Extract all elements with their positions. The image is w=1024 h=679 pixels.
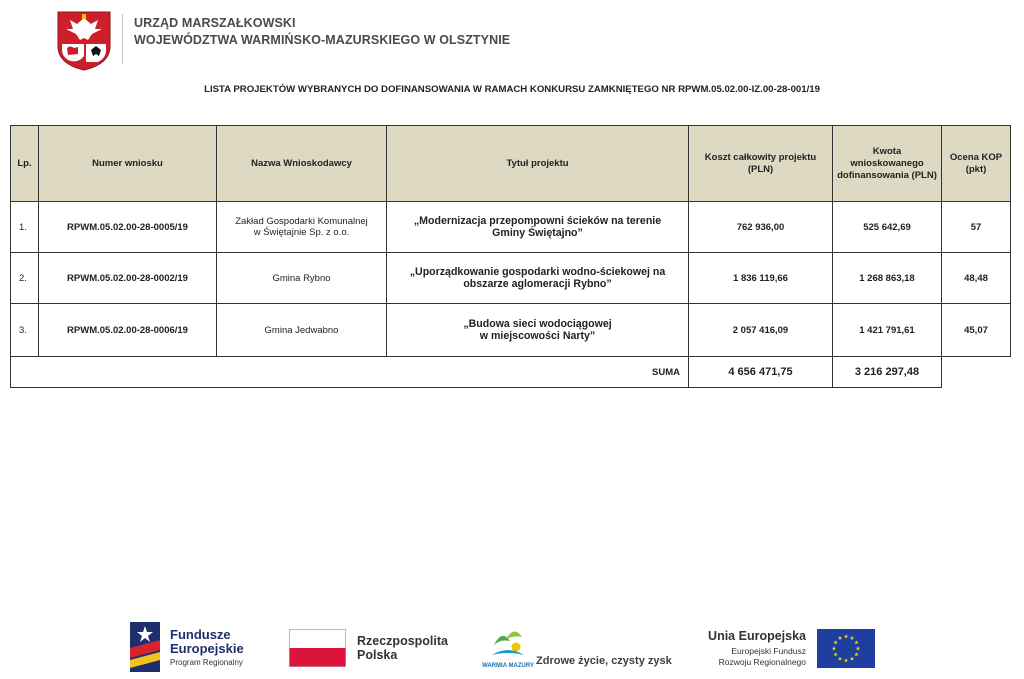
warmia-mazury-logo-icon bbox=[482, 625, 534, 673]
fe-logo-text-1: Fundusze bbox=[170, 627, 231, 642]
title-line-2: obszarze aglomeracji Rybno” bbox=[463, 278, 612, 290]
wm-slogan: Zdrowe życie, czysty zysk bbox=[536, 655, 672, 667]
eu-flag-icon bbox=[817, 629, 875, 668]
column-header-total-cost: Koszt całkowity projektu (PLN) bbox=[689, 126, 833, 202]
funding-logos-footer bbox=[0, 615, 1024, 675]
summary-requested: 3 216 297,48 bbox=[833, 357, 942, 388]
projects-table bbox=[10, 125, 1011, 388]
summary-empty-cell bbox=[942, 357, 1011, 388]
cell-total-cost: 1 836 119,66 bbox=[689, 253, 833, 304]
table-row bbox=[11, 304, 1011, 357]
title-line-1: „Budowa sieci wodociągowej bbox=[463, 318, 612, 330]
cell-title bbox=[387, 304, 689, 357]
ue-logo-text-2: Europejski Fundusz bbox=[731, 646, 806, 656]
cell-applicant bbox=[217, 202, 387, 253]
applicant-line-1: Zakład Gospodarki Komunalnej bbox=[235, 216, 368, 227]
title-line-2: w miejscowości Narty” bbox=[479, 330, 596, 342]
title-line-1: „Modernizacja przepompowni ścieków na terenie bbox=[413, 215, 662, 227]
cell-total-cost: 2 057 416,09 bbox=[689, 304, 833, 357]
applicant-line-1: Gmina Jedwabno bbox=[264, 324, 339, 336]
applicant-line-2: w Świętajnie Sp. z o.o. bbox=[253, 227, 350, 238]
cell-requested: 525 642,69 bbox=[833, 202, 942, 253]
institution-name-line-1: URZĄD MARSZAŁKOWSKI bbox=[134, 16, 296, 30]
table-row bbox=[11, 202, 1011, 253]
warmia-mazury-logo-text: WARMIA MAZURY bbox=[482, 663, 534, 669]
table-header-row bbox=[11, 126, 1011, 202]
cell-score: 57 bbox=[942, 202, 1011, 253]
column-header-number: Numer wniosku bbox=[39, 126, 217, 202]
cell-title bbox=[387, 202, 689, 253]
cell-total-cost: 762 936,00 bbox=[689, 202, 833, 253]
cell-title bbox=[387, 253, 689, 304]
cell-number: RPWM.05.02.00-28-0005/19 bbox=[39, 202, 217, 253]
cell-number: RPWM.05.02.00-28-0006/19 bbox=[39, 304, 217, 357]
title-line-2: Gminy Świętajno” bbox=[492, 227, 583, 239]
table-row bbox=[11, 253, 1011, 304]
column-header-score: Ocena KOP (pkt) bbox=[942, 126, 1011, 202]
cell-lp: 3. bbox=[11, 304, 39, 357]
cell-lp: 2. bbox=[11, 253, 39, 304]
cell-score: 48,48 bbox=[942, 253, 1011, 304]
polish-flag-icon bbox=[289, 629, 346, 667]
summary-label: SUMA bbox=[11, 357, 689, 388]
column-header-title: Tytuł projektu bbox=[387, 126, 689, 202]
ue-logo-text-1: Unia Europejska bbox=[708, 629, 806, 643]
table-summary-row bbox=[11, 357, 1011, 388]
column-header-lp: Lp. bbox=[11, 126, 39, 202]
cell-requested: 1 421 791,61 bbox=[833, 304, 942, 357]
fe-logo-text-3: Program Regionalny bbox=[170, 658, 243, 667]
document-title: LISTA PROJEKTÓW WYBRANYCH DO DOFINANSOWANIA W RAMACH KONKURSU ZAMKNIĘTEGO NR RPWM.05.02.00-IZ.00-28-001/19 bbox=[204, 84, 820, 95]
ue-logo-text-3: Rozwoju Regionalnego bbox=[718, 657, 806, 667]
fundusze-europejskie-logo-icon bbox=[130, 622, 160, 672]
cell-applicant bbox=[217, 253, 387, 304]
rp-logo-text-1: Rzeczpospolita bbox=[357, 634, 448, 648]
document-header bbox=[56, 10, 656, 74]
applicant-line-1: Gmina Rybno bbox=[272, 272, 331, 284]
title-line-1: „Uporządkowanie gospodarki wodno-ściekowej na bbox=[409, 266, 666, 278]
header-divider bbox=[122, 14, 123, 64]
institution-name-line-2: WOJEWÓDZTWA WARMIŃSKO-MAZURSKIEGO W OLSZTYNIE bbox=[134, 33, 511, 47]
cell-requested: 1 268 863,18 bbox=[833, 253, 942, 304]
rp-logo-text-2: Polska bbox=[357, 648, 398, 662]
cell-applicant bbox=[217, 304, 387, 357]
cell-number: RPWM.05.02.00-28-0002/19 bbox=[39, 253, 217, 304]
column-header-requested: Kwota wnioskowanego dofinansowania (PLN) bbox=[833, 126, 942, 202]
column-header-applicant: Nazwa Wnioskodawcy bbox=[217, 126, 387, 202]
cell-lp: 1. bbox=[11, 202, 39, 253]
warmia-masuria-coat-of-arms-icon bbox=[56, 10, 112, 72]
fe-logo-text-2: Europejskie bbox=[170, 641, 244, 656]
summary-total-cost: 4 656 471,75 bbox=[689, 357, 833, 388]
cell-score: 45,07 bbox=[942, 304, 1011, 357]
